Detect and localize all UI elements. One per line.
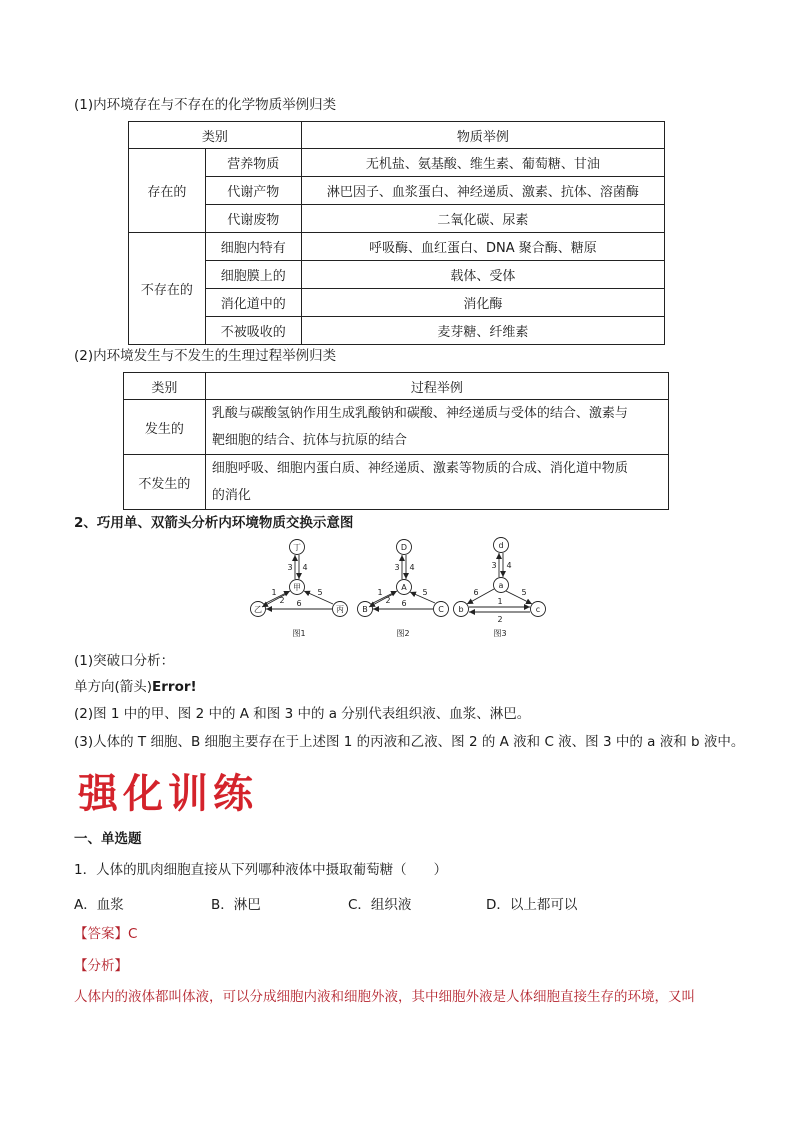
node-label: a <box>498 581 504 590</box>
not-occur-examples <box>205 455 668 510</box>
single-choice-heading: 一、单选题 <box>74 831 142 847</box>
group-exist: 存在的 <box>129 149 206 233</box>
node-label: 丙 <box>336 605 344 614</box>
arrow-number: 2 <box>279 596 285 605</box>
substances-table <box>128 121 665 345</box>
arrow-number: 4 <box>506 561 512 570</box>
arrow-number: 2 <box>385 596 391 605</box>
node-label: 甲 <box>293 583 301 592</box>
occur-line: 乳酸与碳酸氢钠作用生成乳酸钠和碳酸、神经递质与受体的结合、激素与 <box>211 406 628 421</box>
arrow-number: 4 <box>302 563 308 572</box>
arrow-number: 5 <box>521 588 527 597</box>
option-a[interactable]: A．血浆 <box>74 897 124 913</box>
subcategory-cell: 不被吸收的 <box>205 317 301 345</box>
error-text: Error! <box>152 679 197 695</box>
option-b[interactable]: B．淋巴 <box>211 897 261 913</box>
node-label: A <box>401 583 407 592</box>
node-label: d <box>498 541 504 550</box>
answer-line <box>74 925 137 943</box>
subcategory-cell: 营养物质 <box>205 149 301 177</box>
not-occur-line: 细胞呼吸、细胞内蛋白质、神经递质、激素等物质的合成、消化道中物质 <box>211 461 628 476</box>
arrow-number: 3 <box>491 561 497 570</box>
answer-value: C <box>128 926 138 942</box>
arrow-number: 1 <box>271 588 277 597</box>
analysis-label: 【分析】 <box>74 958 128 974</box>
occur-examples <box>205 400 668 455</box>
arrow-number: 6 <box>473 588 479 597</box>
node-label: C <box>438 605 444 614</box>
arrow-number: 1 <box>497 597 503 606</box>
subcategory-cell: 细胞内特有 <box>205 233 301 261</box>
point-2: (2)图 1 中的甲、图 2 中的 A 和图 3 中的 a 分别代表组织液、血浆、淋巴。 <box>74 706 531 722</box>
group-not-exist: 不存在的 <box>129 233 206 345</box>
option-d[interactable]: D．以上都可以 <box>486 897 578 913</box>
header-example: 物质举例 <box>301 122 664 149</box>
example-cell: 呼吸酶、血红蛋白、DNA 聚合酶、糖原 <box>301 233 664 261</box>
analysis-line <box>74 678 197 696</box>
arrow-number: 6 <box>401 599 407 608</box>
analysis-text: 人体内的液体都叫体液，可以分成细胞内液和细胞外液，其中细胞外液是人体细胞直接生存的环境，又叫 <box>74 989 695 1005</box>
section1-heading: (1)内环境存在与不存在的化学物质举例归类 <box>74 97 337 113</box>
processes-table <box>123 372 669 510</box>
subcategory-cell: 代谢产物 <box>205 177 301 205</box>
analysis-prefix: 单方向(箭头) <box>74 679 153 695</box>
example-cell: 麦芽糖、纤维素 <box>301 317 664 345</box>
example-cell: 淋巴因子、血浆蛋白、神经递质、激素、抗体、溶菌酶 <box>301 177 664 205</box>
figure-caption: 图1 <box>292 629 306 638</box>
subcategory-cell: 消化道中的 <box>205 289 301 317</box>
header-category: 类别 <box>129 122 302 149</box>
arrow-number: 2 <box>497 615 503 624</box>
section2-heading: (2)内环境发生与不发生的生理过程举例归类 <box>74 348 337 364</box>
example-cell: 二氧化碳、尿素 <box>301 205 664 233</box>
arrow-number: 5 <box>422 588 428 597</box>
arrow-number: 6 <box>296 599 302 608</box>
section3-heading: 2、巧用单、双箭头分析内环境物质交换示意图 <box>74 515 354 531</box>
subcategory-cell: 细胞膜上的 <box>205 261 301 289</box>
subcategory-cell: 代谢废物 <box>205 205 301 233</box>
exchange-diagrams <box>240 535 560 645</box>
occur-line: 靶细胞的结合、抗体与抗原的结合 <box>211 433 407 448</box>
node-label: 乙 <box>254 605 262 614</box>
arrow-number: 4 <box>409 563 415 572</box>
arrow-number: 3 <box>287 563 293 572</box>
figure-caption: 图3 <box>493 629 507 638</box>
occur-label: 发生的 <box>124 400 206 455</box>
arrow-number: 5 <box>317 588 323 597</box>
training-title: 强化训练 <box>78 770 258 817</box>
analysis-title: (1)突破口分析： <box>74 653 175 669</box>
example-cell: 无机盐、氨基酸、维生素、葡萄糖、甘油 <box>301 149 664 177</box>
header-example: 过程举例 <box>205 373 668 400</box>
node-label: 丁 <box>293 543 301 552</box>
arrow-number: 1 <box>377 588 383 597</box>
figure-caption: 图2 <box>396 629 410 638</box>
node-label: D <box>400 543 408 552</box>
point-3: (3)人体的 T 细胞、B 细胞主要存在于上述图 1 的丙液和乙液、图 2 的 A 液和 C 液、图 3 中的 a 液和 b 液中。 <box>74 734 745 750</box>
answer-label: 【答案】 <box>74 926 128 942</box>
example-cell: 载体、受体 <box>301 261 664 289</box>
node-label: b <box>458 605 464 614</box>
not-occur-label: 不发生的 <box>124 455 206 510</box>
arrow-number: 3 <box>394 563 400 572</box>
not-occur-line: 的消化 <box>211 488 251 503</box>
node-label: B <box>362 605 368 614</box>
question-1: 1．人体的肌肉细胞直接从下列哪种液体中摄取葡萄糖（ ） <box>74 862 448 878</box>
node-label: c <box>535 605 541 614</box>
option-c[interactable]: C．组织液 <box>348 897 412 913</box>
header-category: 类别 <box>124 373 206 400</box>
example-cell: 消化酶 <box>301 289 664 317</box>
